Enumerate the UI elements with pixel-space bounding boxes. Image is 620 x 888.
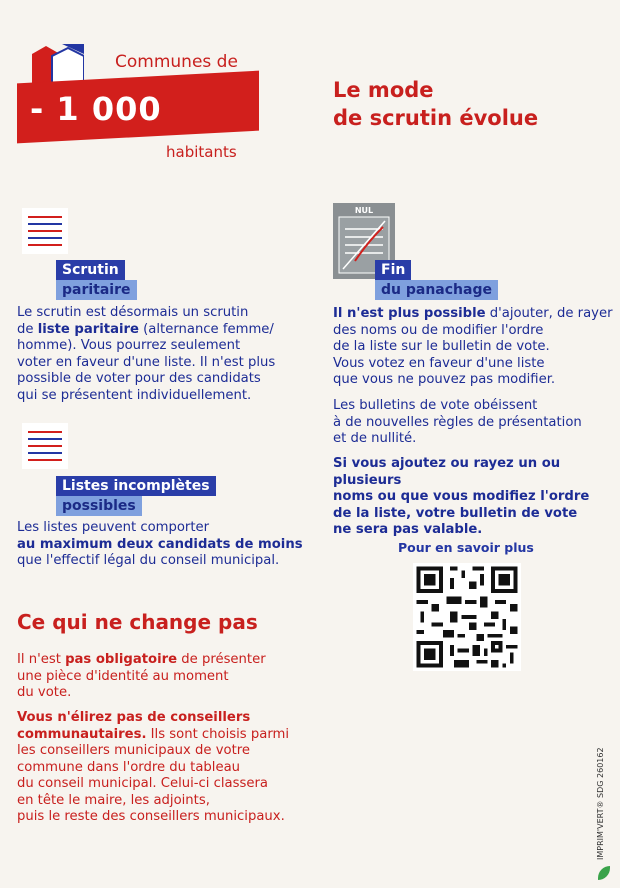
text-line: des noms ou de modifier l'ordre [333, 322, 544, 338]
text-line: les conseillers municipaux de votre [17, 743, 251, 758]
text-span: de [17, 321, 38, 337]
text-line: à de nouvelles règles de présentation [333, 414, 582, 430]
unchanged-title: Ce qui ne change pas [17, 610, 258, 634]
text-span: Il n'est [17, 652, 66, 667]
qr-code-icon[interactable] [413, 563, 521, 671]
text-line: puis le reste des conseillers municipaux. [17, 809, 285, 824]
text-bold: Vous n'élirez pas de conseillers [17, 710, 251, 725]
text-bold: pas obligatoire [65, 652, 178, 667]
leaf-icon [598, 866, 610, 880]
text-line: une pièce d'identité au moment [17, 668, 229, 684]
header-top-label: Communes de [115, 52, 238, 72]
text-bold: communautaires. [17, 726, 147, 742]
text-line [333, 306, 613, 323]
more-info-title: Pour en savoir plus [398, 540, 534, 555]
panachage-text-3 [333, 456, 620, 539]
list-icon [22, 423, 68, 469]
text-line: qui se présentent individuellement. [17, 387, 252, 403]
right-title-line2: de scrutin évolue [333, 106, 539, 130]
text-line: homme). Vous pourrez seulement [17, 338, 241, 353]
text-line: en tête le maire, les adjoints, [17, 792, 210, 808]
unchanged-text-2 [17, 710, 289, 826]
text-line: que l'effectif légal du conseil municipal. [17, 553, 280, 568]
scrutin-text [17, 305, 275, 404]
text-line: noms ou que vous modifiez l'ordre [333, 489, 590, 504]
incompletes-badge-line2: possibles [56, 496, 142, 516]
text-span: de présenter [177, 652, 266, 667]
text-line: ne sera pas valable. [333, 522, 483, 537]
imprimvert-label: IMPRIM'VERT® SDG 260162 [596, 747, 605, 860]
right-title-line1: Le mode [333, 78, 434, 102]
text-line: commune dans l'ordre du tableau [17, 759, 241, 775]
text-bold: Il n'est plus possible [333, 306, 486, 321]
panachage-badge [375, 260, 498, 300]
text-line [17, 652, 266, 669]
header-bottom-label: habitants [166, 143, 237, 161]
incompletes-text [17, 520, 303, 570]
text-line: du vote. [17, 685, 72, 700]
text-line: Les bulletins de vote obéissent [333, 398, 538, 413]
text-bold: liste paritaire [37, 321, 139, 337]
right-title [333, 76, 538, 132]
text-line: Le scrutin est désormais un scrutin [17, 305, 249, 320]
panachage-badge-line1: Fin [375, 260, 411, 280]
unchanged-text-1 [17, 652, 266, 702]
text-line [17, 727, 289, 744]
panachage-text-1 [333, 306, 613, 389]
incompletes-badge-line1: Listes incomplètes [56, 476, 216, 496]
text-line: que vous ne pouvez pas modifier. [333, 372, 556, 387]
text-line: voter en faveur d'une liste. Il n'est plus [17, 354, 276, 370]
list-icon [22, 208, 68, 254]
text-span: Ils sont choisis parmi [146, 726, 290, 742]
scrutin-badge-line1: Scrutin [56, 260, 125, 280]
incompletes-badge [56, 476, 216, 516]
text-span: d'ajouter, de rayer [485, 306, 613, 321]
panachage-badge-line2: du panachage [375, 280, 498, 300]
header-big-number: - 1 000 [30, 90, 162, 128]
text-bold: au maximum deux candidats de moins [17, 536, 303, 552]
text-line: possible de voter pour des candidats [17, 371, 261, 386]
text-line [17, 322, 275, 339]
null-ballot-label: NUL [354, 206, 374, 215]
text-line: de la liste sur le bulletin de vote. [333, 339, 550, 354]
scrutin-badge [56, 260, 137, 300]
text-line: Les listes peuvent comporter [17, 520, 210, 535]
text-line: Vous votez en faveur d'une liste [333, 355, 545, 371]
scrutin-badge-line2: paritaire [56, 280, 137, 300]
text-line: Si vous ajoutez ou rayez un ou plusieurs [333, 456, 561, 488]
text-span: (alternance femme/ [138, 321, 274, 337]
text-line: du conseil municipal. Celui-ci classera [17, 776, 268, 791]
panachage-text-2 [333, 398, 582, 448]
text-line: de la liste, votre bulletin de vote [333, 505, 578, 521]
text-line: et de nullité. [333, 431, 417, 446]
